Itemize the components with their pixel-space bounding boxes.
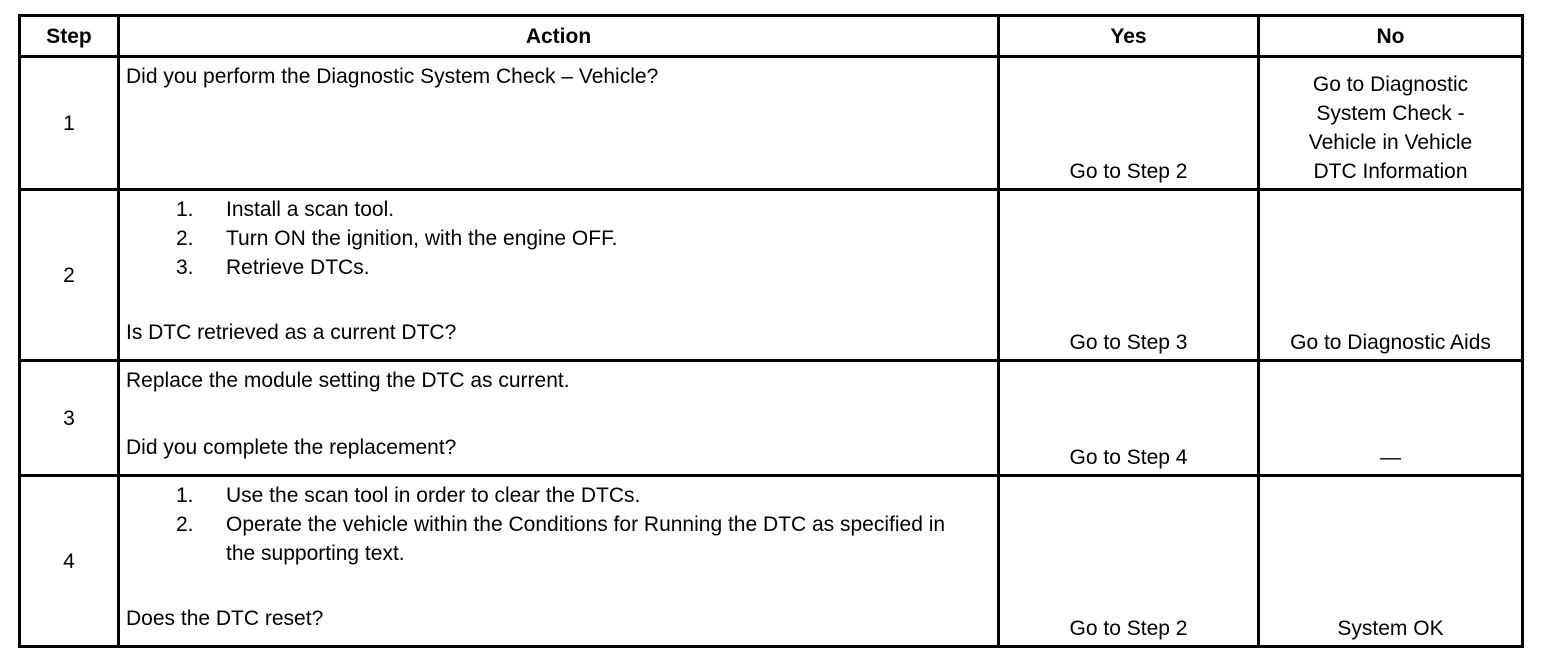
no-cell bbox=[1259, 361, 1523, 476]
header-step: Step bbox=[20, 16, 119, 57]
action-question: Did you complete the replacement? bbox=[126, 436, 457, 459]
step-number: 1 bbox=[20, 57, 119, 190]
yes-cell: Go to Step 4 bbox=[999, 361, 1259, 476]
no-line: Go to Diagnostic bbox=[1312, 73, 1469, 96]
diagnostic-table bbox=[18, 14, 1524, 648]
list-item: 1. Use the scan tool in order to clear the DTCs. bbox=[176, 484, 641, 507]
list-item: 3. Retrieve DTCs. bbox=[176, 256, 370, 279]
list-item: 2. Operate the vehicle within the Conditions for Running the DTC as specified in the supporting text. bbox=[176, 513, 946, 565]
no-cell bbox=[1259, 476, 1523, 647]
action-intro: Did you perform the Diagnostic System Check – Vehicle? bbox=[126, 65, 659, 88]
action-steps-list bbox=[126, 481, 991, 568]
header-action: Action bbox=[119, 16, 999, 57]
step-number: 2 bbox=[20, 190, 119, 361]
header-row bbox=[20, 16, 1523, 57]
header-yes: Yes bbox=[999, 16, 1259, 57]
action-cell bbox=[119, 57, 999, 190]
step-number: 3 bbox=[20, 361, 119, 476]
action-question: Does the DTC reset? bbox=[126, 607, 324, 630]
action-cell bbox=[119, 476, 999, 647]
no-line: DTC Information bbox=[1313, 160, 1468, 183]
no-line: Vehicle in Vehicle bbox=[1308, 131, 1473, 154]
no-line: — bbox=[1380, 446, 1401, 469]
table-row bbox=[20, 476, 1523, 647]
list-item: 2. Turn ON the ignition, with the engine OFF. bbox=[176, 227, 618, 250]
action-steps-list bbox=[126, 195, 991, 282]
no-cell bbox=[1259, 190, 1523, 361]
action-cell bbox=[119, 361, 999, 476]
no-cell bbox=[1259, 57, 1523, 190]
action-intro: Replace the module setting the DTC as current. bbox=[126, 369, 570, 392]
step-number: 4 bbox=[20, 476, 119, 647]
list-item: 1. Install a scan tool. bbox=[176, 198, 395, 221]
table-row bbox=[20, 190, 1523, 361]
action-cell bbox=[119, 190, 999, 361]
yes-cell: Go to Step 3 bbox=[999, 190, 1259, 361]
action-question: Is DTC retrieved as a current DTC? bbox=[126, 321, 457, 344]
no-line: Go to Diagnostic Aids bbox=[1290, 331, 1491, 354]
yes-cell: Go to Step 2 bbox=[999, 476, 1259, 647]
header-no: No bbox=[1259, 16, 1523, 57]
table-row bbox=[20, 361, 1523, 476]
no-line: System OK bbox=[1337, 617, 1444, 640]
table-row bbox=[20, 57, 1523, 190]
no-line: System Check - bbox=[1316, 102, 1465, 125]
yes-cell: Go to Step 2 bbox=[999, 57, 1259, 190]
